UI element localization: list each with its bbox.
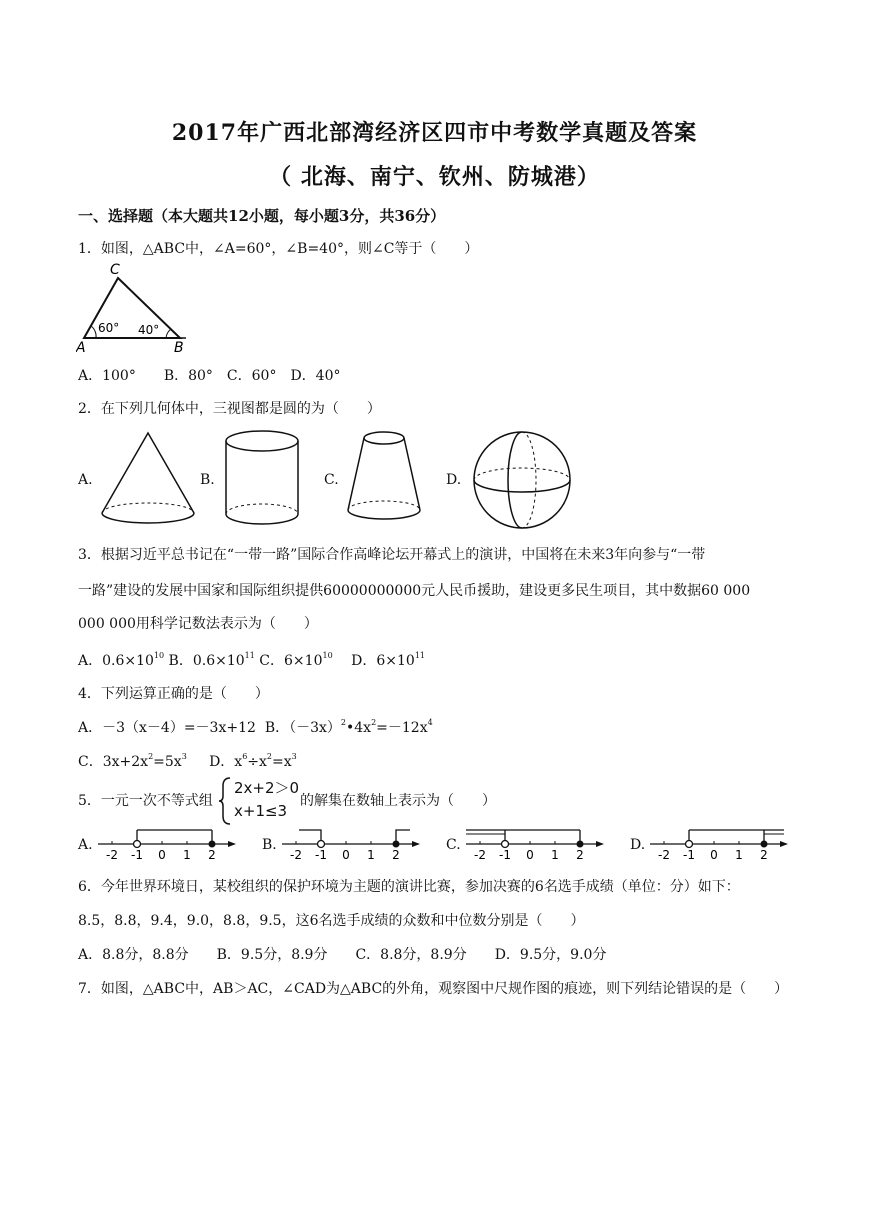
cylinder-figure	[222, 428, 302, 528]
system-brace-icon	[218, 776, 232, 826]
q2-option-a-label: A.	[78, 472, 93, 488]
doc-subtitle: （ 北海、南宁、钦州、防城港）	[269, 164, 600, 190]
question-3-options: A．$0.6\times 10^{10}$ B．$0.6\times 10^{11}$ C．$6\times 10^{10}$ D．$6\times 10^{11}$	[78, 651, 425, 669]
tick-label: -1	[499, 848, 511, 862]
vertex-b-label: B	[174, 340, 184, 356]
q2-option-b-label: B.	[200, 472, 215, 488]
question-5-suffix: 的解集在数轴上表示为（ ）	[300, 793, 496, 809]
number-line-a	[96, 822, 238, 868]
angle-a-label: 60°	[98, 321, 120, 335]
tick-label: 2	[392, 848, 400, 862]
tick-label: -2	[290, 848, 302, 862]
closed-point	[577, 841, 584, 848]
question-7: 7．如图，△ABC中，AB＞AC，∠CAD为△ABC的外角，观察图中尺规作图的痕迹，则下列结论错误的是（ ）	[78, 981, 789, 997]
sphere-figure	[470, 428, 574, 532]
q5-option-c-label: C.	[446, 837, 461, 853]
tick-label: 1	[367, 848, 375, 862]
number-line-c	[464, 822, 606, 868]
tick-label: 0	[710, 848, 718, 862]
tick-label: -1	[315, 848, 327, 862]
tick-label: 0	[526, 848, 534, 862]
closed-point	[761, 841, 768, 848]
open-point	[502, 841, 509, 848]
question-6-line2: 8.5，8.8，9.4，9.0，8.8，9.5，这6名选手成绩的众数和中位数分别是（ ）	[78, 913, 585, 929]
vertex-c-label: C	[110, 262, 120, 278]
question-3-line2: 一路”建设的发展中国家和国际组织提供60000000000元人民币援助，建设更多民生项目，其中数据60 000	[78, 583, 751, 599]
question-1-options: A．100° B．80° C．60° D．40°	[78, 368, 341, 384]
tick-label: 2	[760, 848, 768, 862]
question-2: 2．在下列几何体中，三视图都是圆的为（ ）	[78, 401, 381, 417]
question-4-options-cd: C．$3x+2x^2=5x^3$ D．$x^6\div x^2=x^3$	[78, 752, 297, 770]
tick-label: 1	[735, 848, 743, 862]
tick-label: -2	[474, 848, 486, 862]
question-4: 4．下列运算正确的是（ ）	[78, 686, 269, 702]
section-heading: 一、选择题（本大题共12小题，每小题3分，共36分）	[78, 207, 446, 225]
tick-label: 2	[576, 848, 584, 862]
open-point	[686, 841, 693, 848]
question-1: 1．如图，△ABC中，∠A=60°，∠B=40°，则∠C等于（ ）	[78, 241, 479, 257]
tick-label: 1	[551, 848, 559, 862]
inequality-2: x+1≤3	[234, 802, 288, 820]
tick-label: 2	[208, 848, 216, 862]
question-5-prefix: 5．一元一次不等式组	[78, 793, 213, 809]
open-point	[134, 841, 141, 848]
doc-title: 2017年广西北部湾经济区四市中考数学真题及答案	[171, 120, 698, 146]
q5-option-a-label: A.	[78, 837, 93, 853]
tick-label: -2	[106, 848, 118, 862]
tick-label: -1	[131, 848, 143, 862]
cone-figure	[100, 428, 196, 528]
question-4-options-ab: A．－3（x－4）=－3x+12 B．$(-3x)^2•4x^2=-12x^4$	[78, 718, 433, 736]
question-6-line1: 6．今年世界环境日，某校组织的保护环境为主题的演讲比赛，参加决赛的6名选手成绩（单位：分）如下：	[78, 879, 740, 895]
closed-point	[393, 841, 400, 848]
question-3-line1: 3．根据习近平总书记在“一带一路”国际合作高峰论坛开幕式上的演讲，中国将在未来3年向参与“一带	[78, 547, 706, 563]
open-point	[318, 841, 325, 848]
question-3-line3: 000 000用科学记数法表示为（ ）	[78, 616, 318, 632]
tick-label: -2	[658, 848, 670, 862]
tick-label: 0	[158, 848, 166, 862]
number-line-b	[280, 822, 422, 868]
angle-b-label: 40°	[138, 323, 160, 337]
vertex-a-label: A	[76, 340, 86, 356]
closed-point	[209, 841, 216, 848]
q2-option-c-label: C.	[324, 472, 339, 488]
tick-label: 0	[342, 848, 350, 862]
q5-option-b-label: B.	[262, 837, 277, 853]
tick-label: -1	[683, 848, 695, 862]
question-6-options: A．8.8分，8.8分 B．9.5分，8.9分 C．8.8分，8.9分 D．9.5分，9.0分	[78, 947, 607, 963]
inequality-1: 2x+2＞0	[234, 779, 300, 797]
triangle-figure	[76, 260, 188, 356]
q2-option-d-label: D.	[446, 472, 462, 488]
number-line-d	[648, 822, 790, 868]
tick-label: 1	[183, 848, 191, 862]
frustum-figure	[344, 428, 424, 528]
q5-option-d-label: D.	[630, 837, 646, 853]
